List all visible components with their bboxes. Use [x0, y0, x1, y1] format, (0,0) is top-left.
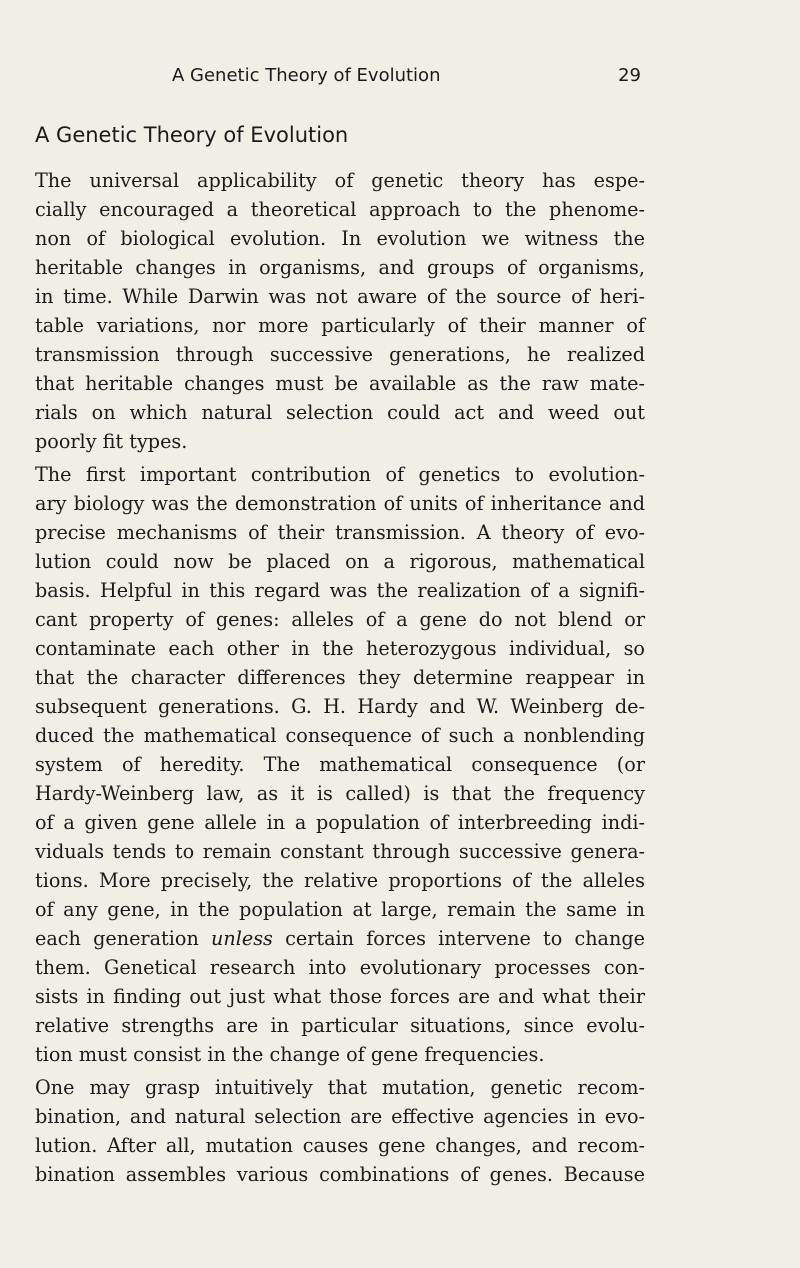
text-line: in time. While Darwin was not aware of the source of heri-: [35, 285, 645, 308]
text-line: subsequent generations. G. H. Hardy and W. Weinberg de-: [35, 695, 645, 718]
text-line: The first important contribution of genetics to evolution-: [35, 463, 645, 486]
text-line: duced the mathematical consequence of such a nonblending: [35, 724, 645, 747]
text-line: that the character differences they determine reappear in: [35, 666, 645, 689]
text-line: that heritable changes must be available as the raw mate-: [35, 372, 645, 395]
text-line: ary biology was the demonstration of units of inheritance and: [35, 492, 645, 515]
text-line: cially encouraged a theoretical approach to the phenome-: [35, 198, 645, 221]
paragraph-1: [35, 166, 645, 456]
text-line: basis. Helpful in this regard was the realization of a signifi-: [35, 579, 645, 602]
text-line: tion must consist in the change of gene frequencies.: [35, 1043, 545, 1066]
paragraph-2: [35, 460, 645, 1069]
text-run: each generation: [35, 927, 211, 950]
text-line: cant property of genes: alleles of a gene do not blend or: [35, 608, 645, 631]
text-run: certain forces intervene to change: [272, 927, 645, 950]
text-line: One may grasp intuitively that mutation, genetic recom-: [35, 1076, 645, 1099]
text-line: The universal applicability of genetic theory has espe-: [35, 169, 645, 192]
text-line: table variations, nor more particularly of their manner of: [35, 314, 645, 337]
text-line: Hardy-Weinberg law, as it is called) is that the frequency: [35, 782, 645, 805]
page-number: 29: [618, 65, 641, 86]
body-text: [35, 166, 645, 1189]
text-line: non of biological evolution. In evolution we witness the: [35, 227, 645, 250]
section-title: A Genetic Theory of Evolution: [35, 123, 349, 147]
text-line: system of heredity. The mathematical consequence (or: [35, 753, 645, 776]
text-line: tions. More precisely, the relative proportions of the alleles: [35, 869, 645, 892]
text-line: transmission through successive generations, he realized: [35, 343, 645, 366]
text-line: bination, and natural selection are effective agencies in evo-: [35, 1105, 645, 1128]
text-line: contaminate each other in the heterozygous individual, so: [35, 637, 645, 660]
paragraph-3: [35, 1073, 645, 1189]
text-line: poorly fit types.: [35, 430, 188, 453]
text-line: heritable changes in organisms, and groups of organisms,: [35, 256, 645, 279]
text-line: viduals tends to remain constant through successive genera-: [35, 840, 645, 863]
text-line-with-italic: [35, 924, 645, 953]
text-line: sists in finding out just what those forces are and what their: [35, 985, 645, 1008]
text-line: relative strengths are in particular situations, since evolu-: [35, 1014, 645, 1037]
text-line: lution. After all, mutation causes gene changes, and recom-: [35, 1134, 645, 1157]
italic-word: unless: [211, 927, 273, 950]
text-line: bination assembles various combinations of genes. Because: [35, 1163, 645, 1186]
running-head: [168, 63, 641, 89]
text-line: of any gene, in the population at large, remain the same in: [35, 898, 645, 921]
text-line: of a given gene allele in a population of interbreeding indi-: [35, 811, 645, 834]
text-line: rials on which natural selection could act and weed out: [35, 401, 645, 424]
text-line: precise mechanisms of their transmission. A theory of evo-: [35, 521, 645, 544]
text-line: them. Genetical research into evolutionary processes con-: [35, 956, 645, 979]
text-line: lution could now be placed on a rigorous, mathematical: [35, 550, 645, 573]
running-head-title: A Genetic Theory of Evolution: [172, 65, 441, 86]
